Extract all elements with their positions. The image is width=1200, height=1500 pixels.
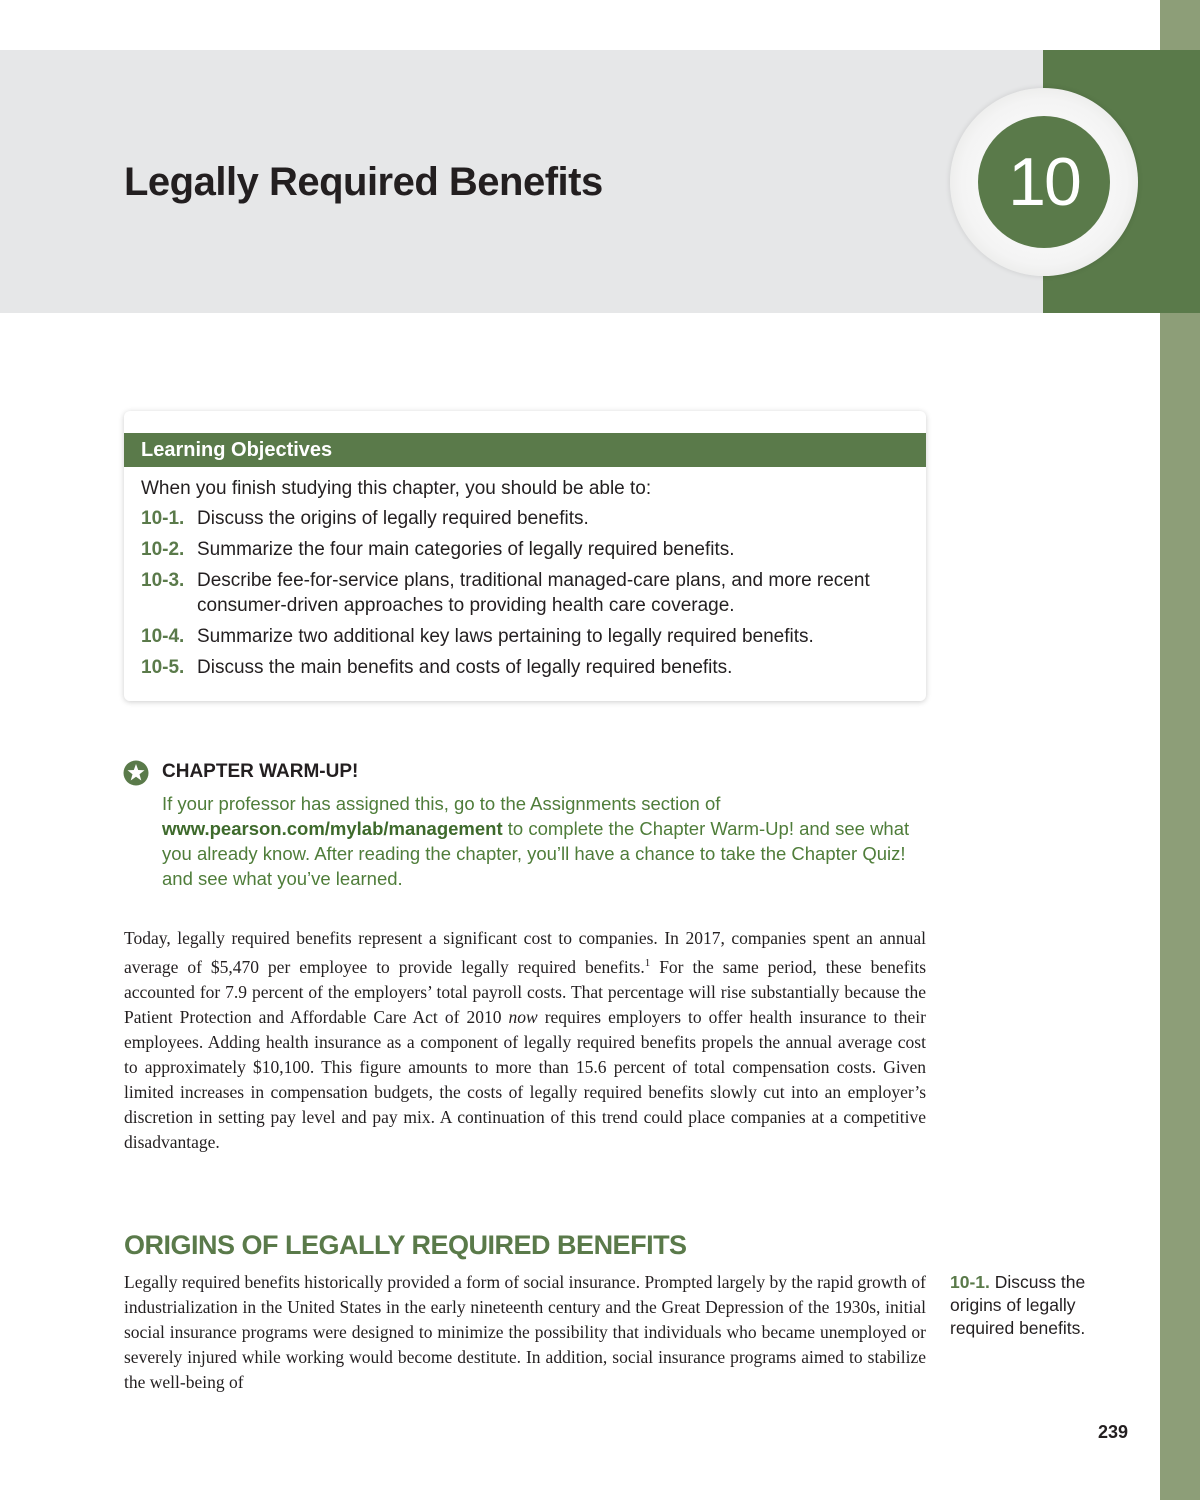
warm-up-text-start: If your professor has assigned this, go to the Assignments section of (162, 793, 721, 814)
objective-number: 10-1. (141, 508, 185, 529)
learning-objectives-heading: Learning Objectives (124, 433, 926, 467)
margin-note-number: 10-1. (950, 1272, 990, 1292)
objective-item (141, 624, 911, 649)
warm-up-text-end: to complete the Chapter Warm-Up! and see what you already know. After reading the chapter, you’ll have a chance to take the Chapter Quiz! and see what you’ve learned. (162, 818, 910, 889)
objective-item (141, 568, 911, 618)
objective-number: 10-2. (141, 539, 185, 560)
objective-text: Discuss the origins of legally required benefits. (197, 508, 589, 529)
objective-item (141, 655, 911, 680)
objective-number: 10-5. (141, 657, 185, 678)
chapter-title: Legally Required Benefits (124, 160, 603, 204)
intro-emphasis: now (508, 1006, 538, 1027)
section-heading: ORIGINS OF LEGALLY REQUIRED BENEFITS (124, 1230, 687, 1260)
intro-text-part1: Today, legally required benefits represent a significant cost to companies. In 2017, companies spent an annual average of $5,470 per employee to provide legally required benefits. (124, 928, 926, 977)
learning-objectives-intro: When you finish studying this chapter, you should be able to: (141, 478, 652, 499)
objective-number: 10-3. (141, 570, 185, 591)
section-paragraph: Legally required benefits historically provided a form of social insurance. Prompted largely by the rapid growth of industrialization in the United States in the early nineteenth century and the Great Depression of the 1930s, initial social insurance programs were designed to minimize the possibility that individuals who became unemployed or severely injured while working would become destitute. In addition, social insurance programs aimed to stabilize the well-being of (124, 1272, 927, 1392)
objective-number: 10-4. (141, 626, 185, 647)
objective-text: Summarize the four main categories of legally required benefits. (197, 539, 735, 560)
chapter-warm-up-heading: CHAPTER WARM-UP! (162, 761, 359, 782)
footnote-marker: 1 (644, 957, 651, 969)
intro-text-part3: requires employers to offer health insurance to their employees. Adding health insurance as a component of legally required benefits propels the annual average cost to approximately $10,100. This figure amounts to more than 15.6 percent of total compensation costs. Given limited increases in compensation budgets, the costs of legally required benefits slowly cut into an employer’s discretion in setting pay level and pay mix. A continuation of this trend could place companies at a competitive disadvantage. (124, 1006, 926, 1152)
objective-text: Describe fee-for-service plans, traditional managed-care plans, and more recent consumer-driven approaches to providing health care coverage. (197, 570, 870, 616)
chapter-number-badge: 10 (978, 116, 1110, 248)
star-badge-icon (123, 760, 149, 786)
objective-text: Discuss the main benefits and costs of legally required benefits. (197, 657, 733, 678)
intro-text-part2: For the same period, these benefits accounted for 7.9 percent of the employers’ total payroll costs. That percentage will rise substantially because the Patient Protection and Affordable Care Act of 2010 (124, 956, 927, 1027)
learning-objectives-list (141, 506, 911, 686)
page-number: 239 (1098, 1422, 1129, 1442)
objective-item (141, 537, 911, 562)
objective-text: Summarize two additional key laws pertaining to legally required benefits. (197, 626, 814, 647)
learning-objectives-box (124, 411, 926, 701)
margin-objective-note (950, 1271, 1140, 1340)
mylab-link[interactable]: www.pearson.com/mylab/management (162, 818, 503, 839)
chapter-warm-up-text (162, 791, 926, 891)
intro-paragraph (124, 926, 926, 1155)
margin-note-text: Discuss the origins of legally required benefits. (950, 1272, 1086, 1338)
objective-item (141, 506, 911, 531)
